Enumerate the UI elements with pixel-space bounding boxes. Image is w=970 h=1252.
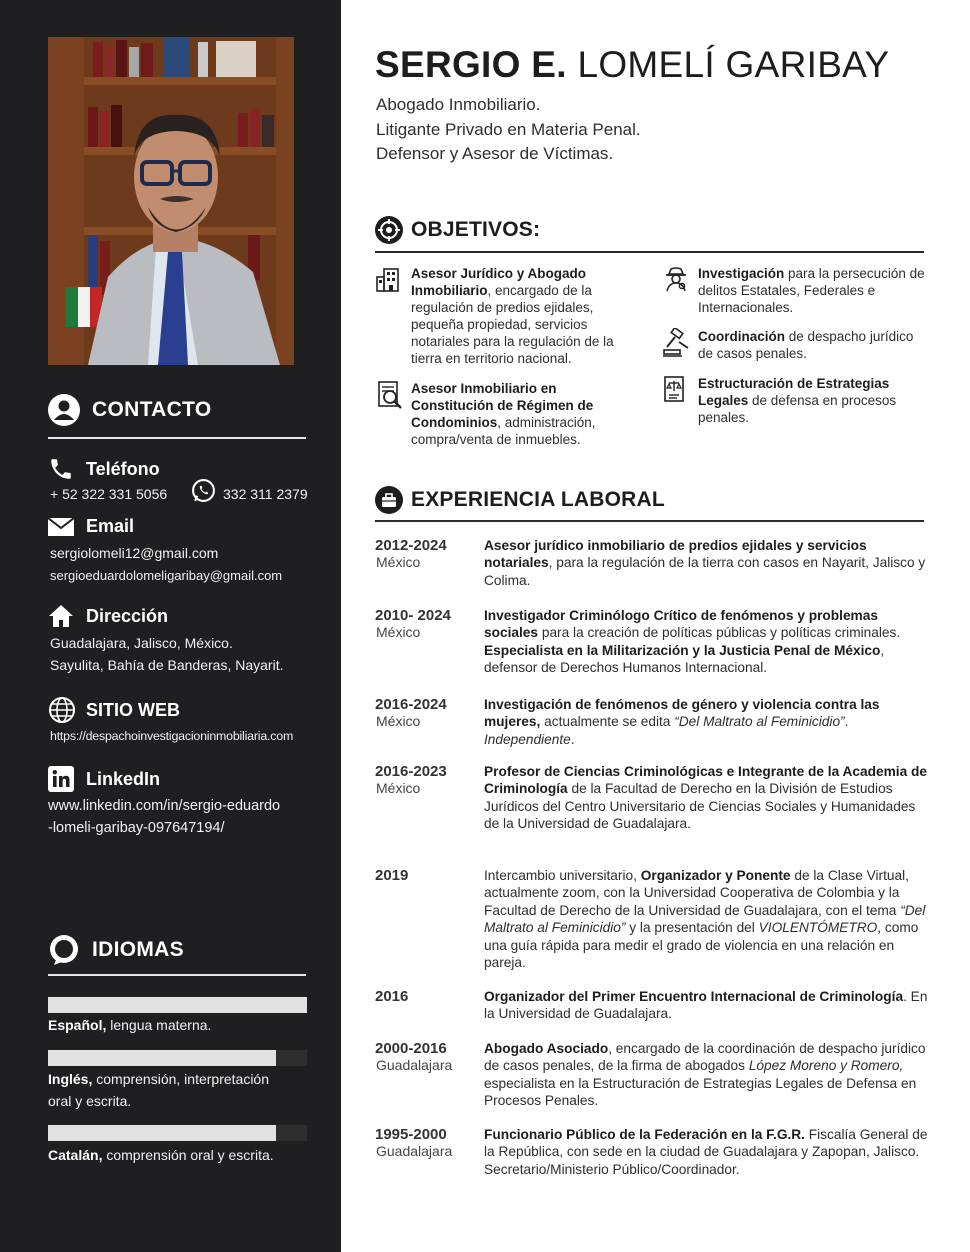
language-level-bar [48,1125,307,1141]
language-level-bar [48,997,307,1013]
languages-title: IDIOMAS [92,938,184,961]
experience-years: 2016 [375,988,409,1005]
phone-label: Teléfono [48,456,160,482]
building-icon [375,265,411,367]
address-label: Dirección [48,604,168,628]
contact-divider [48,437,306,439]
experience-description: Funcionario Público de la Federación en la F.G.R. Fiscalía General de la República, con sede en la ciudad de Guadalajara y Zapopan, Jalisco. Secretario/Ministerio Público/Coordinador. [484,1127,928,1177]
experience-years: 1995-2000 [375,1126,447,1143]
globe-icon [48,696,76,724]
whatsapp-icon [191,478,216,508]
address-line-1: Guadalajara, Jalisco, México. [50,635,233,651]
whatsapp-number[interactable]: 332 311 2379 [223,486,308,502]
profile-photo [48,37,294,365]
detective-icon [662,265,698,316]
objectives-divider [375,251,924,253]
experience-divider [375,520,924,522]
linkedin-label: LinkedIn [48,766,160,792]
experience-location: Guadalajara [376,1057,453,1073]
experience-description: Investigación de fenómenos de género y violencia contra las mujeres, actualmente se edita “Del Maltrato al Feminicidio”. Independiente. [484,697,880,747]
language-level-bar [48,1050,307,1066]
experience-description: Intercambio universitario, Organizador y Ponente de la Clase Virtual, actualmente zoom, con la Universidad Cooperativa de Colombia y la Facultad de Derecho de la Universidad de Guadalajara, con el tema “Del Maltrato al Feminicidio” y la presentación del VIOLENTÓMETRO, como una guía rápida para medir el grado de violencia en una relación en pareja. [484,868,926,971]
subtitle-line: Defensor y Asesor de Víctimas. [376,144,614,163]
experience-years: 2000-2016 [375,1040,447,1057]
language-spanish: Español, lengua materna. [48,1017,212,1033]
experience-years: 2012-2024 [375,537,447,554]
experience-location: México [376,713,421,729]
full-name: SERGIO E. LOMELÍ GARIBAY [375,44,890,85]
experience-header: EXPERIENCIA LABORAL [375,486,665,514]
address-line-2: Sayulita, Bahía de Banderas, Nayarit. [50,657,284,673]
sidebar [0,0,341,1252]
experience-description: Abogado Asociado, encargado de la coordinación de despacho jurídico de casos penales, de la firma de abogados López Moreno y Romero, especialista en la Estructuración de Estrategias Legales de Defensa en Procesos Penales. [484,1041,926,1109]
objective-item [662,328,932,363]
experience-years: 2010- 2024 [375,607,451,624]
experience-description: Asesor jurídico inmobiliario de predios ejidales y servicios notariales, para la regulación de la tierra con casos en Nayarit, Jalisco y Colima. [484,538,926,588]
experience-description: Organizador del Primer Encuentro Internacional de Criminología. En la Universidad de Guadalajara. [484,989,928,1022]
envelope-icon [48,518,76,536]
contact-section-header [48,394,211,426]
language-catalan: Catalán, comprensión oral y escrita. [48,1147,274,1163]
linkedin-icon [48,766,76,792]
experience-description: Investigador Criminólogo Crítico de fenómenos y problemas sociales para la creación de políticas públicas y políticas criminales. Especialista en la Militarización y la Justicia Penal de México, defensor de Derechos Humanos Internacional. [484,608,901,676]
objective-item [375,265,640,367]
user-icon [48,394,80,426]
objective-text: Coordinación de despacho jurídico de casos penales. [698,329,914,361]
speech-bubble-icon [48,934,80,966]
objectives-header: OBJETIVOS: [375,216,540,244]
phone-number[interactable]: + 52 322 331 5056 [50,486,168,502]
subtitle-line: Abogado Inmobiliario. [376,95,541,114]
objective-text: Estructuración de Estrategias Legales de defensa en procesos penales. [698,376,897,425]
experience-location: México [376,624,421,640]
objective-text: Investigación para la persecución de delitos Estatales, Federales e Internacionales. [698,266,925,315]
email-primary[interactable]: sergiolomeli12@gmail.com [50,545,219,561]
email-label: Email [48,516,134,537]
target-icon [375,216,403,244]
objective-item [662,375,932,426]
linkedin-url-line-2[interactable]: -lomeli-garibay-097647194/ [48,820,225,836]
website-link[interactable]: https://despachoinvestigacioninmobiliaria.com [50,729,294,743]
contact-title: CONTACTO [92,398,212,421]
languages-divider [48,974,306,976]
email-secondary[interactable]: sergioeduardolomeligaribay@gmail.com [50,568,283,583]
experience-location: México [376,554,421,570]
experience-years: 2019 [375,867,409,884]
document-search-icon [375,380,411,448]
experience-years: 2016-2023 [375,763,447,780]
home-icon [48,604,76,628]
briefcase-icon [375,486,403,514]
objective-text: Asesor Jurídico y Abogado Inmobiliario, encargado de la regulación de predios ejidales, pequeña propiedad, servicios notariales para la regulación de la tierra en territorio nacional. [411,266,614,366]
subtitle-line: Litigante Privado en Materia Penal. [376,120,641,139]
experience-location: Guadalajara [376,1143,453,1159]
experience-years: 2016-2024 [375,696,447,713]
objective-item [662,265,932,316]
gavel-icon [662,328,698,363]
legal-document-icon [662,375,698,426]
languages-section-header [48,934,184,966]
objective-text: Asesor Inmobiliario en Constitución de Régimen de Condominios, administración, compra/venta de inmuebles. [411,381,596,447]
language-english: Inglés, comprensión, interpretación oral y escrita. [48,1071,270,1109]
linkedin-url-line-1[interactable]: www.linkedin.com/in/sergio-eduardo [48,798,281,814]
experience-location: México [376,780,421,796]
website-label: SITIO WEB [48,696,180,724]
phone-icon [48,456,76,482]
experience-description: Profesor de Ciencias Criminológicas e Integrante de la Academia de Criminología de la Facultad de Derecho en la División de Estudios Jurídicos del Centro Universitario de Ciencias Sociales y Humanidades de la Universidad de Guadalajara. [484,764,927,832]
objective-item [375,380,640,448]
